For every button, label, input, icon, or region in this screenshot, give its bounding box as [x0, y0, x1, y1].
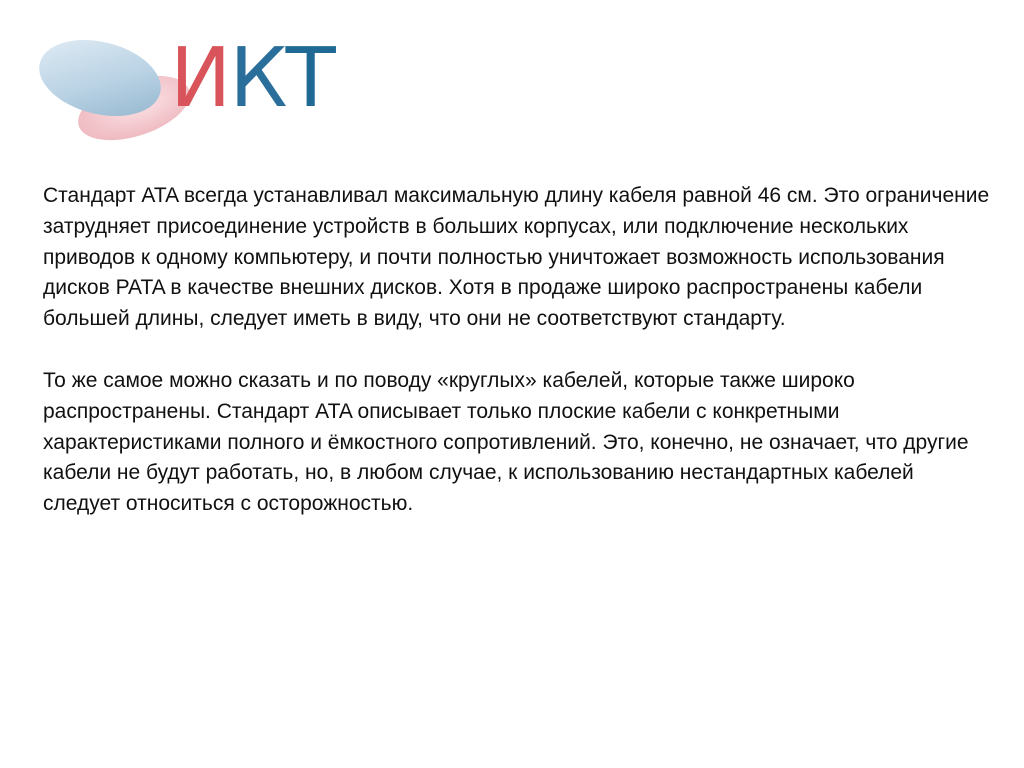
- paragraph-cable-length: Стандарт ATA всегда устанавливал максимальную длину кабеля равной 46 см. Это ограничение затрудняет присоединение устройств в больших корпусах, или подключение нескольких приводов к одному компьютеру, и почти полностью уничтожает возможность использования дисков PATA в качестве внешних дисков. Хотя в продаже широко распространены кабели большей длины, следует иметь в виду, что они не соответствуют стандарту.: [43, 184, 990, 331]
- logo-text: [170, 31, 334, 126]
- logo-letter-i: И: [170, 31, 230, 126]
- logo-letter-t: Т: [285, 31, 334, 126]
- paragraph-round-cables: То же самое можно сказать и по поводу «круглых» кабелей, которые также широко распространены. Стандарт ATA описывает только плоские кабели с конкретными характеристиками полного и ёмкостного сопротивлений. Это, конечно, не означает, что другие кабели не будут работать, но, в любом случае, к использованию нестандартных кабелей следует относиться с осторожностью.: [43, 368, 969, 516]
- ikt-logo: [38, 30, 334, 145]
- slide-body: [43, 181, 993, 551]
- logo-letter-k: К: [229, 31, 286, 126]
